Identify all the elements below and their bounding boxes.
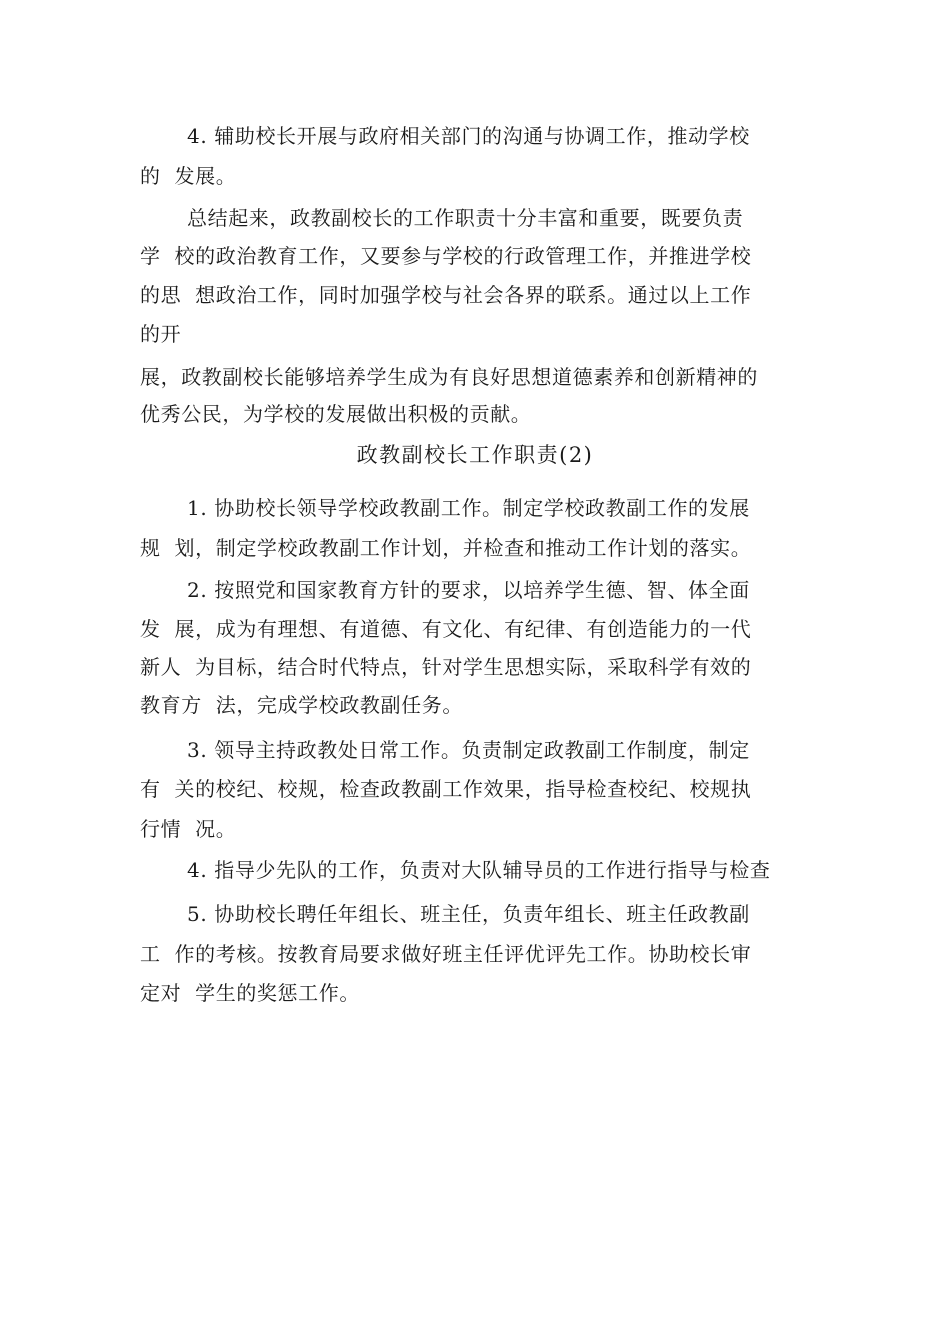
paragraph-line: 3. 领导主持政教处日常工作。负责制定政教副工作制度，制定 <box>187 738 750 762</box>
paragraph-line: 规 划，制定学校政教副工作计划，并检查和推动工作计划的落实。 <box>140 536 752 560</box>
paragraph-line: 4. 指导少先队的工作，负责对大队辅导员的工作进行指导与检查 <box>187 858 771 882</box>
paragraph-line: 的思 想政治工作，同时加强学校与社会各界的联系。通过以上工作 <box>140 283 752 307</box>
paragraph-line: 总结起来，政教副校长的工作职责十分丰富和重要，既要负责 <box>187 206 744 230</box>
paragraph-line: 新人 为目标，结合时代特点，针对学生思想实际，采取科学有效的 <box>140 655 752 679</box>
paragraph-line: 工 作的考核。按教育局要求做好班主任评优评先工作。协助校长审 <box>140 942 752 966</box>
paragraph-line: 5. 协助校长聘任年组长、班主任，负责年组长、班主任政教副 <box>187 902 750 926</box>
paragraph-line: 发 展，成为有理想、有道德、有文化、有纪律、有创造能力的一代 <box>140 617 752 641</box>
paragraph-line: 4. 辅助校长开展与政府相关部门的沟通与协调工作，推动学校 <box>187 124 750 148</box>
paragraph-line: 优秀公民，为学校的发展做出积极的贡献。 <box>140 402 532 426</box>
paragraph-line: 的 发展。 <box>140 164 237 188</box>
paragraph-line: 展，政教副校长能够培养学生成为有良好思想道德素养和创新精神的 <box>140 365 758 389</box>
paragraph-line: 2. 按照党和国家教育方针的要求，以培养学生德、智、体全面 <box>187 578 750 602</box>
paragraph-line: 的开 <box>140 322 182 346</box>
section-title: 政教副校长工作职责(2) <box>356 443 594 467</box>
paragraph-line: 有 关的校纪、校规，检查政教副工作效果，指导检查校纪、校规执 <box>140 777 752 801</box>
paragraph-line: 定对 学生的奖惩工作。 <box>140 981 360 1005</box>
paragraph-line: 学 校的政治教育工作，又要参与学校的行政管理工作，并推进学校 <box>140 244 752 268</box>
paragraph-line: 1. 协助校长领导学校政教副工作。制定学校政教副工作的发展 <box>187 496 750 520</box>
paragraph-line: 行情 况。 <box>140 817 237 841</box>
paragraph-line: 教育方 法，完成学校政教副任务。 <box>140 693 463 717</box>
